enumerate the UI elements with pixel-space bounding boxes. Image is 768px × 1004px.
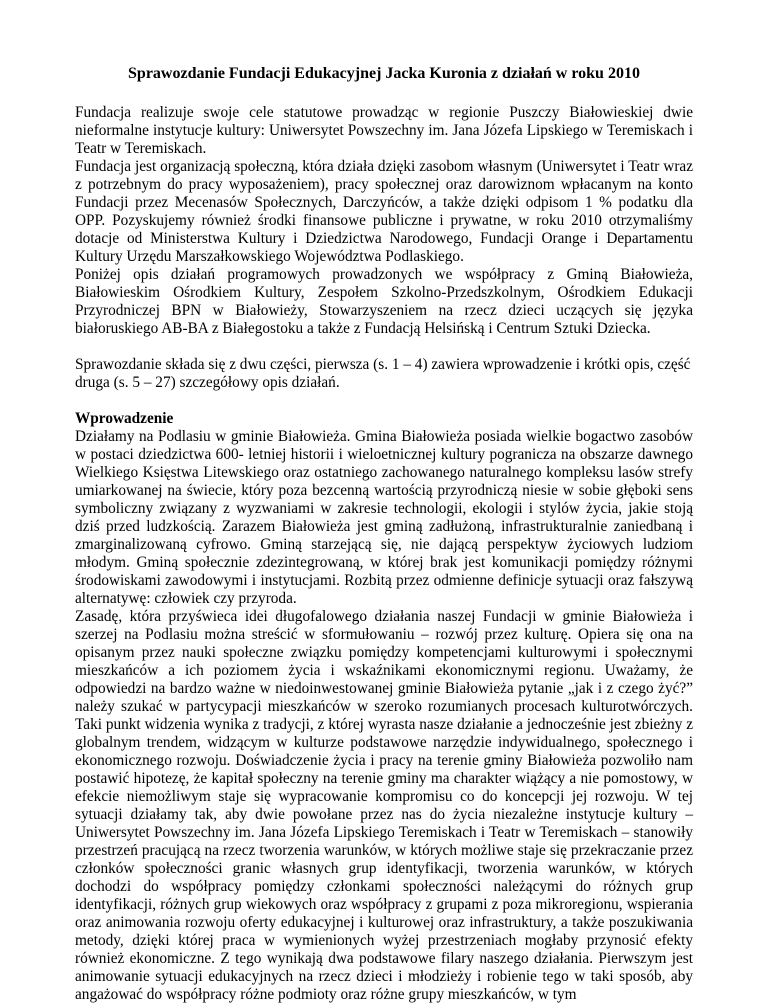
- introduction-section: [75, 410, 693, 1004]
- structure-note-block: [75, 356, 693, 392]
- structure-note: Sprawozdanie składa się z dwu części, pierwsza (s. 1 – 4) zawiera wprowadzenie i krótki opis, część druga (s. 5 – 27) szczegółowy opis działań.: [75, 356, 691, 391]
- intro-paragraph-3: Poniżej opis działań programowych prowadzonych we współpracy z Gminą Białowieża, Białowieskim Ośrodkiem Kultury, Zespołem Szkolno-Przedszkolnym, Ośrodkiem Edukacji Przyrodniczej BPN w Białowieży, Stowarzyszeniem na rzecz dzieci uczących się języka białoruskiego AB-BA z Białegostoku a także z Fundacją Helsińską i Centrum Sztuki Dziecka.: [75, 266, 693, 337]
- section-paragraph-2: Zasadę, która przyświeca idei długofalowego działania naszej Fundacji w gminie Białowieża i szerzej na Podlasiu można streścić w sformułowaniu – rozwój przez kulturę. Opiera się ona na opisanym przez nauki społeczne związku pomiędzy kompetencjami kulturowymi i społecznymi mieszkańców a ich poziomem życia i wskaźnikami ekonomicznymi regionu. Uważamy, że odpowiedzi na bardzo ważne w niedoinwestowanej gminie Białowieża pytanie „jak i z czego żyć?” należy szukać w partycypacji mieszkańców w szeroko rozumianych procesach kulturotwórczych. Taki punkt widzenia wynika z tradycji, z której wyrasta nasze działanie a jednocześnie jest zbieżny z globalnym trendem, widzącym w kulturze podstawowe narzędzie indywidualnego, społecznego i ekonomicznego rozwoju. Doświadczenie życia i pracy na terenie gminy Białowieża pozwoliło nam postawić hipotezę, że kapitał społeczny na terenie gminy ma charakter wiążący a nie pomostowy, w efekcie niemożliwym staje się wypracowanie kompromisu co do koncepcji jej rozwoju. W tej sytuacji działamy tak, aby dwie powołane przez nas do życia niezależne instytucje kultury – Uniwersytet Powszechny im. Jana Józefa Lipskiego Teremiskach i Teatr w Teremiskach – stanowiły przestrzeń pracującą na rzecz tworzenia warunków, w których możliwe staje się przekraczanie przez członków społeczności granic własnych grup identyfikacji, tworzenia warunków, w których dochodzi do współpracy pomiędzy członkami społeczności należącymi do różnych grup identyfikacji, różnych grup wiekowych oraz współpracy z grupami z poza mikroregionu, wspierania oraz animowania rozwoju oferty edukacyjnej i kulturowej oraz infrastruktury, a także poszukiwania metody, dzięki której praca w wymienionych wyżej przestrzeniach mogłaby przynosić efekty również ekonomiczne. Z tego wynikają dwa podstawowe filary naszego działania. Pierwszym jest animowanie sytuacji edukacyjnych na rzecz dzieci i młodzieży i robienie tego w taki sposób, aby angażować do współpracy różne podmioty oraz różne grupy mieszkańców, w tym: [75, 608, 693, 1003]
- intro-paragraph-2: Fundacja jest organizacją społeczną, która działa dzięki zasobom własnym (Uniwersytet i Teatr wraz z potrzebnym do pracy wyposażeniem), pracy społecznej oraz darowiznom wpłacanym na konto Fundacji przez Mecenasów Społecznych, Darczyńców, a także dzięki odpisom 1 % podatku dla OPP. Pozyskujemy również środki finansowe publiczne i prywatne, w roku 2010 otrzymaliśmy dotacje od Ministerstwa Kultury i Dziedzictwa Narodowego, Fundacji Orange i Departamentu Kultury Urzędu Marszałkowskiego Województwa Podlaskiego.: [75, 158, 693, 265]
- section-paragraph-1: Działamy na Podlasiu w gminie Białowieża. Gmina Białowieża posiada wielkie bogactwo zasobów w postaci dziedzictwa 600- letniej historii i wieloetnicznej kultury pogranicza na obszarze dawnego Wielkiego Księstwa Litewskiego oraz ostatniego zachowanego naturalnego kompleksu lasów strefy umiarkowanej na świecie, który poza bezcenną wartością przyrodniczą niesie w sobie głęboki sens symboliczny związany z wyzwaniami w zakresie technologii, ekologii i stylów życia, jakie stoją dziś przed ludzkością. Zarazem Białowieża jest gminą zadłużoną, infrastrukturalnie zaniedbaną i zmarginalizowaną cyfrowo. Gminą starzejącą się, nie dającą perspektyw życiowych ludziom młodym. Gminą społecznie zdezintegrowaną, w której brak jest komunikacji pomiędzy różnymi środowiskami zawodowymi i instytucjami. Rozbitą przez odmienne definicje sytuacji oraz fałszywą alternatywę: człowiek czy przyroda.: [75, 428, 693, 607]
- document-title: Sprawozdanie Fundacji Edukacyjnej Jacka Kuronia z działań w roku 2010: [128, 65, 640, 82]
- intro-paragraph-1: Fundacja realizuje swoje cele statutowe prowadząc w regionie Puszczy Białowieskiej dwie nieformalne instytucje kultury: Uniwersytet Powszechny im. Jana Józefa Lipskiego w Teremiskach i Teatr w Teremiskach.: [75, 104, 693, 157]
- intro-block: [75, 104, 693, 338]
- section-heading: Wprowadzenie: [75, 410, 174, 427]
